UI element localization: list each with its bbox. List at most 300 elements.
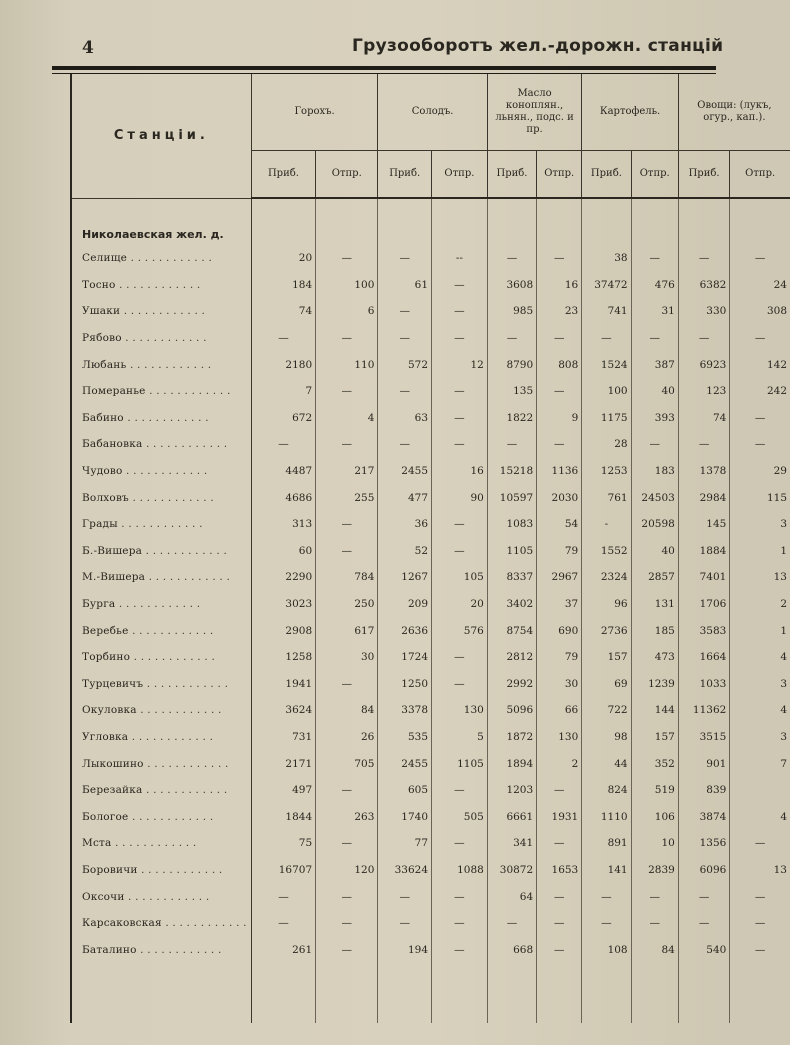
value-cell: -: [582, 511, 631, 538]
value-cell: 1175: [582, 405, 631, 432]
value-cell: 761: [582, 484, 631, 511]
sub-header-cell: Приб.: [251, 151, 315, 199]
value-cell: —: [432, 378, 488, 405]
value-cell: 519: [631, 777, 678, 804]
station-name: [71, 777, 251, 804]
value-cell: —: [378, 298, 432, 325]
value-cell: 2992: [487, 671, 536, 698]
section-row: [71, 198, 790, 245]
value-cell: —: [432, 910, 488, 937]
station-name: [71, 351, 251, 378]
value-cell: 28: [582, 431, 631, 458]
table-row: [71, 245, 790, 272]
station-name: [71, 591, 251, 618]
station-name: [71, 405, 251, 432]
table-row: [71, 378, 790, 405]
value-cell: 84: [316, 697, 378, 724]
value-cell: 100: [316, 272, 378, 299]
value-cell: 808: [537, 351, 582, 378]
value-cell: 1267: [378, 564, 432, 591]
station-name: [71, 617, 251, 644]
value-cell: —: [316, 431, 378, 458]
value-cell: 1524: [582, 351, 631, 378]
value-cell: 6: [316, 298, 378, 325]
value-cell: 217: [316, 458, 378, 485]
value-cell: 1: [730, 538, 790, 565]
value-cell: —: [537, 777, 582, 804]
value-cell: 11362: [678, 697, 730, 724]
value-cell: 40: [631, 378, 678, 405]
station-name: [71, 538, 251, 565]
value-cell: 477: [378, 484, 432, 511]
station-name-text: Чудово: [82, 465, 123, 478]
leader-dots: . . . . . . . . . . . .: [128, 730, 214, 743]
table-row: [71, 351, 790, 378]
value-cell: 1203: [487, 777, 536, 804]
value-cell: 3402: [487, 591, 536, 618]
value-cell: 12: [432, 351, 488, 378]
value-cell: 69: [582, 671, 631, 698]
value-cell: 1931: [537, 803, 582, 830]
value-cell: —: [730, 431, 790, 458]
value-cell: —: [378, 431, 432, 458]
value-cell: 130: [432, 697, 488, 724]
value-cell: 1872: [487, 724, 536, 751]
value-cell: 2: [537, 750, 582, 777]
station-name-text: Боровичи: [82, 863, 138, 876]
value-cell: 3023: [251, 591, 315, 618]
value-cell: 66: [537, 697, 582, 724]
value-cell: 3583: [678, 617, 730, 644]
value-cell: —: [631, 325, 678, 352]
value-cell: 2180: [251, 351, 315, 378]
value-cell: 13: [730, 564, 790, 591]
value-cell: 705: [316, 750, 378, 777]
station-name-text: Мста: [82, 837, 112, 850]
value-cell: 10597: [487, 484, 536, 511]
value-cell: 24503: [631, 484, 678, 511]
value-cell: 576: [432, 617, 488, 644]
station-name-text: Турцевичъ: [82, 677, 144, 690]
table-bottom-padding: [71, 963, 790, 1023]
value-cell: 901: [678, 750, 730, 777]
value-cell: 15218: [487, 458, 536, 485]
station-name: [71, 564, 251, 591]
value-cell: 3: [730, 724, 790, 751]
leader-dots: . . . . . . . . . . . .: [127, 252, 212, 265]
value-cell: 3515: [678, 724, 730, 751]
value-cell: 605: [378, 777, 432, 804]
station-name: [71, 830, 251, 857]
value-cell: 839: [678, 777, 730, 804]
station-name-text: Березайка: [82, 784, 143, 797]
value-cell: 1356: [678, 830, 730, 857]
table-row: [71, 910, 790, 937]
value-cell: —: [316, 378, 378, 405]
value-cell: 2908: [251, 617, 315, 644]
value-cell: 2984: [678, 484, 730, 511]
value-cell: 3378: [378, 697, 432, 724]
leader-dots: . . . . . . . . . . . .: [126, 358, 212, 371]
value-cell: 1105: [487, 538, 536, 565]
value-cell: —: [537, 910, 582, 937]
value-cell: 8754: [487, 617, 536, 644]
value-cell: 250: [316, 591, 378, 618]
group-header-peas: Горохъ.: [251, 74, 378, 151]
value-cell: —: [730, 325, 790, 352]
value-cell: 1884: [678, 538, 730, 565]
value-cell: 985: [487, 298, 536, 325]
value-cell: 2812: [487, 644, 536, 671]
value-cell: 8337: [487, 564, 536, 591]
header-rule: [52, 66, 716, 70]
station-name-text: Селище: [82, 252, 128, 265]
leader-dots: . . . . . . . . . . . .: [115, 598, 201, 611]
sub-header-cell: Отпр.: [631, 151, 678, 199]
value-cell: 130: [537, 724, 582, 751]
value-cell: 352: [631, 750, 678, 777]
value-cell: 61: [378, 272, 432, 299]
table-row: [71, 484, 790, 511]
value-cell: 20598: [631, 511, 678, 538]
value-cell: 2967: [537, 564, 582, 591]
table-row: [71, 803, 790, 830]
value-cell: 2857: [631, 564, 678, 591]
value-cell: 722: [582, 697, 631, 724]
value-cell: 157: [582, 644, 631, 671]
value-cell: —: [378, 910, 432, 937]
value-cell: 79: [537, 644, 582, 671]
value-cell: —: [730, 936, 790, 963]
value-cell: 10: [631, 830, 678, 857]
table-row: [71, 697, 790, 724]
value-cell: 2736: [582, 617, 631, 644]
station-name: [71, 936, 251, 963]
value-cell: 108: [582, 936, 631, 963]
value-cell: 497: [251, 777, 315, 804]
value-cell: —: [678, 325, 730, 352]
station-name-text: Любань: [82, 358, 127, 371]
value-cell: 308: [730, 298, 790, 325]
value-cell: 6661: [487, 803, 536, 830]
value-cell: 1110: [582, 803, 631, 830]
value-cell: —: [537, 431, 582, 458]
value-cell: 3874: [678, 803, 730, 830]
value-cell: 37472: [582, 272, 631, 299]
section-title: Николаевская жел. д.: [71, 198, 251, 245]
value-cell: —: [582, 910, 631, 937]
value-cell: —: [537, 245, 582, 272]
station-name-text: Торбино: [82, 651, 131, 664]
value-cell: 16: [537, 272, 582, 299]
value-cell: 505: [432, 803, 488, 830]
value-cell: —: [730, 883, 790, 910]
value-cell: 144: [631, 697, 678, 724]
station-name: [71, 431, 251, 458]
station-name-text: Бабановка: [82, 438, 143, 451]
sub-header-cell: Приб.: [582, 151, 631, 199]
leader-dots: . . . . . . . . . . . .: [145, 571, 231, 584]
value-cell: 741: [582, 298, 631, 325]
value-cell: 1653: [537, 857, 582, 884]
value-cell: 3: [730, 671, 790, 698]
table-row: [71, 750, 790, 777]
value-cell: —: [316, 538, 378, 565]
leader-dots: . . . . . . . . . . . .: [111, 837, 197, 850]
value-cell: 7: [251, 378, 315, 405]
value-cell: 572: [378, 351, 432, 378]
leader-dots: . . . . . . . . . . . .: [117, 518, 203, 531]
value-cell: 1941: [251, 671, 315, 698]
value-cell: 4: [316, 405, 378, 432]
value-cell: 263: [316, 803, 378, 830]
value-cell: 33624: [378, 857, 432, 884]
value-cell: 1894: [487, 750, 536, 777]
value-cell: 100: [582, 378, 631, 405]
table-row: [71, 936, 790, 963]
value-cell: 4: [730, 697, 790, 724]
value-cell: 1: [730, 617, 790, 644]
value-cell: [730, 777, 790, 804]
value-cell: 2324: [582, 564, 631, 591]
value-cell: 79: [537, 538, 582, 565]
value-cell: 2636: [378, 617, 432, 644]
station-name: [71, 325, 251, 352]
value-cell: —: [378, 245, 432, 272]
station-name-text: Угловка: [82, 730, 129, 743]
value-cell: 1724: [378, 644, 432, 671]
group-header-oil: Масло коноплян., льнян., подс. и пр.: [487, 74, 581, 151]
table-row: [71, 511, 790, 538]
value-cell: 672: [251, 405, 315, 432]
value-cell: 31: [631, 298, 678, 325]
value-cell: 52: [378, 538, 432, 565]
leader-dots: . . . . . . . . . . . .: [142, 438, 228, 451]
station-name: [71, 803, 251, 830]
station-name-text: Карсаковская: [82, 917, 162, 930]
value-cell: 1378: [678, 458, 730, 485]
value-cell: 731: [251, 724, 315, 751]
value-cell: —: [378, 378, 432, 405]
value-cell: 54: [537, 511, 582, 538]
value-cell: —: [251, 431, 315, 458]
value-cell: —: [432, 272, 488, 299]
value-cell: 2: [730, 591, 790, 618]
value-cell: 668: [487, 936, 536, 963]
station-name: [71, 671, 251, 698]
value-cell: 184: [251, 272, 315, 299]
value-cell: 194: [378, 936, 432, 963]
value-cell: —: [432, 538, 488, 565]
value-cell: 1258: [251, 644, 315, 671]
value-cell: —: [316, 671, 378, 698]
value-cell: —: [730, 245, 790, 272]
running-title: Грузооборотъ жел.-дорожн. станцій: [352, 36, 724, 56]
value-cell: 313: [251, 511, 315, 538]
station-name-text: Веребье: [82, 624, 129, 637]
value-cell: 3: [730, 511, 790, 538]
value-cell: —: [432, 405, 488, 432]
value-cell: —: [432, 777, 488, 804]
value-cell: 255: [316, 484, 378, 511]
leader-dots: . . . . . . . . . . . .: [161, 917, 247, 930]
value-cell: 6923: [678, 351, 730, 378]
table-row: [71, 298, 790, 325]
value-cell: 1033: [678, 671, 730, 698]
value-cell: 105: [432, 564, 488, 591]
value-cell: 4487: [251, 458, 315, 485]
value-cell: 535: [378, 724, 432, 751]
value-cell: 5096: [487, 697, 536, 724]
value-cell: —: [678, 910, 730, 937]
value-cell: 1844: [251, 803, 315, 830]
value-cell: —: [487, 325, 536, 352]
value-cell: 63: [378, 405, 432, 432]
value-cell: 20: [251, 245, 315, 272]
value-cell: 26: [316, 724, 378, 751]
value-cell: 13: [730, 857, 790, 884]
value-cell: 784: [316, 564, 378, 591]
value-cell: —: [487, 910, 536, 937]
table-row: [71, 644, 790, 671]
value-cell: 24: [730, 272, 790, 299]
value-cell: 9: [537, 405, 582, 432]
value-cell: 96: [582, 591, 631, 618]
value-cell: 64: [487, 883, 536, 910]
value-cell: 7: [730, 750, 790, 777]
value-cell: —: [432, 644, 488, 671]
value-cell: --: [432, 245, 488, 272]
value-cell: 6096: [678, 857, 730, 884]
value-cell: —: [432, 298, 488, 325]
station-name-text: М.-Вишера: [82, 571, 146, 584]
value-cell: 185: [631, 617, 678, 644]
value-cell: 6382: [678, 272, 730, 299]
value-cell: 3608: [487, 272, 536, 299]
value-cell: —: [730, 405, 790, 432]
value-cell: 891: [582, 830, 631, 857]
value-cell: 1083: [487, 511, 536, 538]
table-row: [71, 458, 790, 485]
value-cell: 30872: [487, 857, 536, 884]
table-row: [71, 325, 790, 352]
value-cell: —: [631, 245, 678, 272]
value-cell: 90: [432, 484, 488, 511]
value-cell: 16707: [251, 857, 315, 884]
table-row: [71, 617, 790, 644]
value-cell: —: [251, 910, 315, 937]
station-name: [71, 484, 251, 511]
sub-header-cell: Отпр.: [432, 151, 488, 199]
value-cell: 135: [487, 378, 536, 405]
value-cell: —: [251, 883, 315, 910]
leader-dots: . . . . . . . . . . . .: [145, 385, 231, 398]
group-header-potatoes: Картофель.: [582, 74, 679, 151]
value-cell: 7401: [678, 564, 730, 591]
station-name-text: Волховъ: [82, 491, 129, 504]
value-cell: 40: [631, 538, 678, 565]
group-header-vegetables: Овощи: (лукъ, огур., кап.).: [678, 74, 790, 151]
value-cell: —: [537, 936, 582, 963]
station-name: [71, 298, 251, 325]
station-name-text: Бологое: [82, 810, 129, 823]
station-name-text: Рябово: [82, 332, 122, 345]
value-cell: 98: [582, 724, 631, 751]
value-cell: —: [678, 431, 730, 458]
value-cell: 330: [678, 298, 730, 325]
station-name-text: Лыкошино: [82, 757, 144, 770]
value-cell: —: [678, 245, 730, 272]
leader-dots: . . . . . . . . . . . .: [115, 278, 201, 291]
sub-header-cell: Приб.: [487, 151, 536, 199]
value-cell: 36: [378, 511, 432, 538]
leader-dots: . . . . . . . . . . . .: [128, 810, 214, 823]
leader-dots: . . . . . . . . . . . .: [142, 544, 227, 557]
table-row: [71, 591, 790, 618]
value-cell: —: [432, 936, 488, 963]
value-cell: 1136: [537, 458, 582, 485]
table-wrapper: [70, 74, 787, 1040]
leader-dots: . . . . . . . . . . . .: [124, 890, 210, 903]
leader-dots: . . . . . . . . . . . .: [137, 863, 223, 876]
table-row: [71, 777, 790, 804]
leader-dots: . . . . . . . . . . . .: [122, 465, 208, 478]
value-cell: 341: [487, 830, 536, 857]
value-cell: —: [730, 910, 790, 937]
value-cell: 2030: [537, 484, 582, 511]
value-cell: 617: [316, 617, 378, 644]
value-cell: 2455: [378, 750, 432, 777]
value-cell: 476: [631, 272, 678, 299]
table-row: [71, 857, 790, 884]
value-cell: 75: [251, 830, 315, 857]
value-cell: —: [432, 325, 488, 352]
station-name: [71, 724, 251, 751]
value-cell: —: [316, 511, 378, 538]
value-cell: —: [432, 511, 488, 538]
value-cell: —: [487, 245, 536, 272]
value-cell: —: [631, 883, 678, 910]
value-cell: —: [316, 830, 378, 857]
value-cell: 183: [631, 458, 678, 485]
leader-dots: . . . . . . . . . . . .: [128, 491, 214, 504]
sub-header-cell: Приб.: [378, 151, 432, 199]
leader-dots: . . . . . . . . . . . .: [121, 332, 207, 345]
station-name: [71, 511, 251, 538]
value-cell: —: [487, 431, 536, 458]
station-name-text: Бурга: [82, 598, 116, 611]
value-cell: 1239: [631, 671, 678, 698]
value-cell: —: [316, 325, 378, 352]
value-cell: 5: [432, 724, 488, 751]
value-cell: 8790: [487, 351, 536, 378]
value-cell: —: [316, 777, 378, 804]
station-name-text: Померанье: [82, 385, 146, 398]
station-name-text: Грады: [82, 518, 118, 531]
station-name-text: Оксочи: [82, 890, 125, 903]
station-name: [71, 272, 251, 299]
value-cell: 157: [631, 724, 678, 751]
value-cell: 20: [432, 591, 488, 618]
value-cell: 1822: [487, 405, 536, 432]
station-name: [71, 378, 251, 405]
value-cell: 74: [678, 405, 730, 432]
value-cell: —: [537, 325, 582, 352]
station-name-text: Б.-Вишера: [82, 544, 143, 557]
value-cell: 1088: [432, 857, 488, 884]
value-cell: —: [316, 245, 378, 272]
value-cell: 44: [582, 750, 631, 777]
